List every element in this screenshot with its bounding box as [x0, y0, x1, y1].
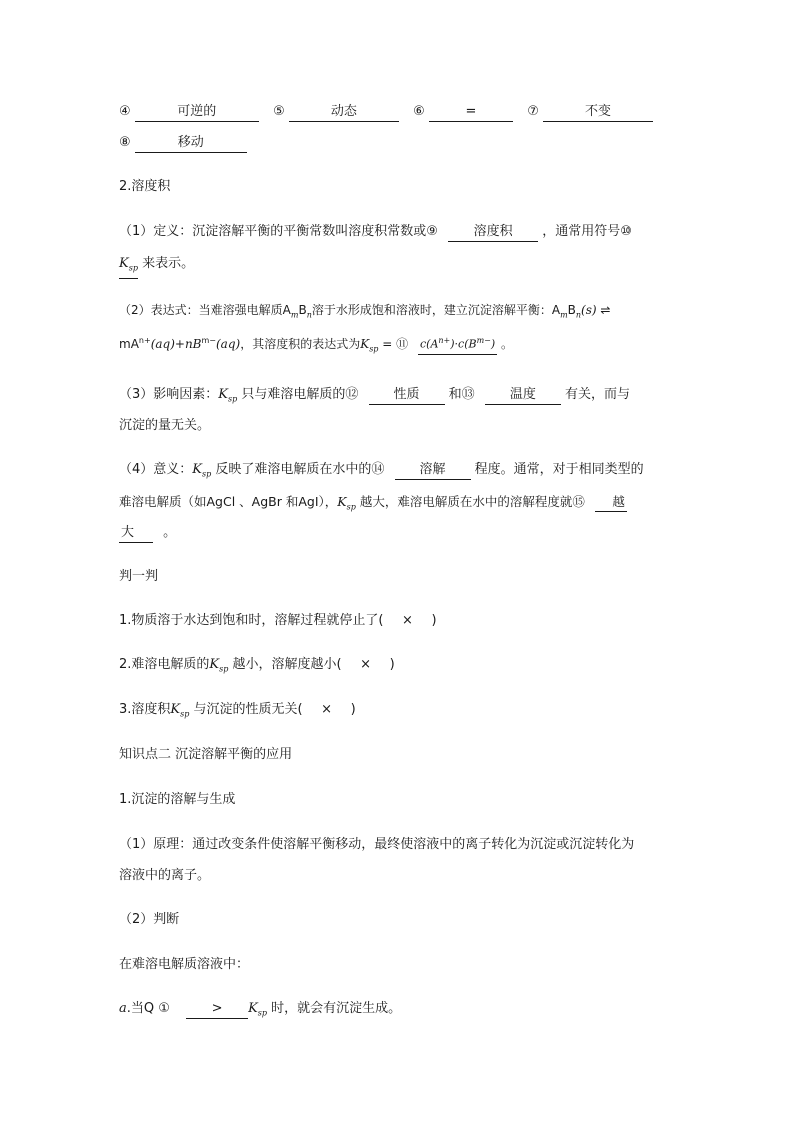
knowledge-point-2: 知识点二 沉淀溶解平衡的应用: [119, 747, 293, 762]
principle-line: （1）原理：通过改变条件使溶解平衡移动，最终使溶液中的离子转化为沉淀或沉淀转化为: [119, 837, 635, 852]
answer-15: 越: [595, 493, 627, 512]
factor-line-2: 沉淀的量无关。: [119, 418, 211, 433]
judge-q3: 3.溶度积$K_{sp}$ 与沉淀的性质无关( × ): [119, 702, 356, 719]
answer-6: =: [429, 103, 513, 122]
marker-11: ⑪: [396, 337, 409, 351]
condition-a: a.当Q ① > $K_{sp}$ 时，就会有沉淀生成。: [119, 1001, 402, 1018]
expression-line-2: $mA^{n+}(aq)+nB^{m-}(aq)$，其溶度积的表达式为$K_{sp}$ = ⑪ $c(A^{n+})\cdot c(B^{m-})$ 。: [119, 331, 683, 359]
answer-10: $K_{sp}$: [119, 255, 138, 279]
answer-8: 移动: [135, 134, 247, 153]
marker-8: ⑧: [119, 135, 131, 150]
meaning-line: （4）意义：$K_{sp}$ 反映了难溶电解质在水中的⑭ 溶解 程度。通常，对于相同类型的: [119, 462, 644, 479]
answer-9: 溶度积: [448, 223, 538, 242]
meaning-line-3: 大 。: [119, 523, 683, 543]
marker-5: ⑤: [273, 104, 285, 119]
answer-12: 性质: [369, 386, 445, 405]
answer-13: 温度: [485, 386, 561, 405]
answer-line-2: [119, 133, 683, 153]
marker-6: ⑥: [413, 104, 425, 119]
answer-7: 不变: [543, 103, 653, 122]
judge-a3: ×: [321, 702, 333, 717]
judge-q1: 1.物质溶于水达到饱和时，溶解过程就停止了( × ): [119, 611, 683, 631]
meaning-line-2: 难溶电解质（如AgCl 、AgBr 和AgI），$K_{sp}$ 越大，难溶电解质在水中的溶解程度就⑮ 越: [119, 494, 625, 512]
principle-line-2: 溶液中的离子。: [119, 868, 211, 883]
section-title-2: 2.溶度积: [119, 179, 171, 194]
definition-line-2: $K_{sp}$ 来表示。: [119, 254, 683, 279]
answer-a1: >: [186, 1000, 248, 1019]
definition-line: （1）定义：沉淀溶解平衡的平衡常数叫溶度积常数或⑨ 溶度积 ，通常用符号⑩: [119, 222, 683, 242]
marker-4: ④: [119, 104, 131, 119]
expression-line: （2）表达式：当难溶强电解质$A_mB_n$溶于水形成饱和溶液时，建立沉淀溶解平衡：$A_mB_n(s)$ ⇌: [119, 303, 611, 320]
judge-title: 判一判: [119, 569, 159, 584]
answer-5: 动态: [289, 103, 399, 122]
answer-4: 可逆的: [135, 103, 259, 122]
judge-a2: ×: [360, 657, 372, 672]
subsection-1: 1.沉淀的溶解与生成: [119, 792, 236, 807]
answer-11: $c(A^{n+})\cdot c(B^{m-})$: [418, 332, 497, 355]
judge-heading: （2）判断: [119, 912, 180, 927]
marker-7: ⑦: [527, 104, 539, 119]
answer-line-1: [119, 102, 683, 122]
answer-14: 溶解: [395, 461, 471, 480]
factor-line: （3）影响因素：$K_{sp}$ 只与难溶电解质的⑫ 性质 和⑬ 温度 有关，而与: [119, 387, 630, 404]
judge-q2: 2.难溶电解质的$K_{sp}$ 越小，溶解度越小( × ): [119, 657, 395, 674]
judge-a1: ×: [402, 613, 413, 628]
in-solution: 在难溶电解质溶液中：: [119, 957, 250, 972]
